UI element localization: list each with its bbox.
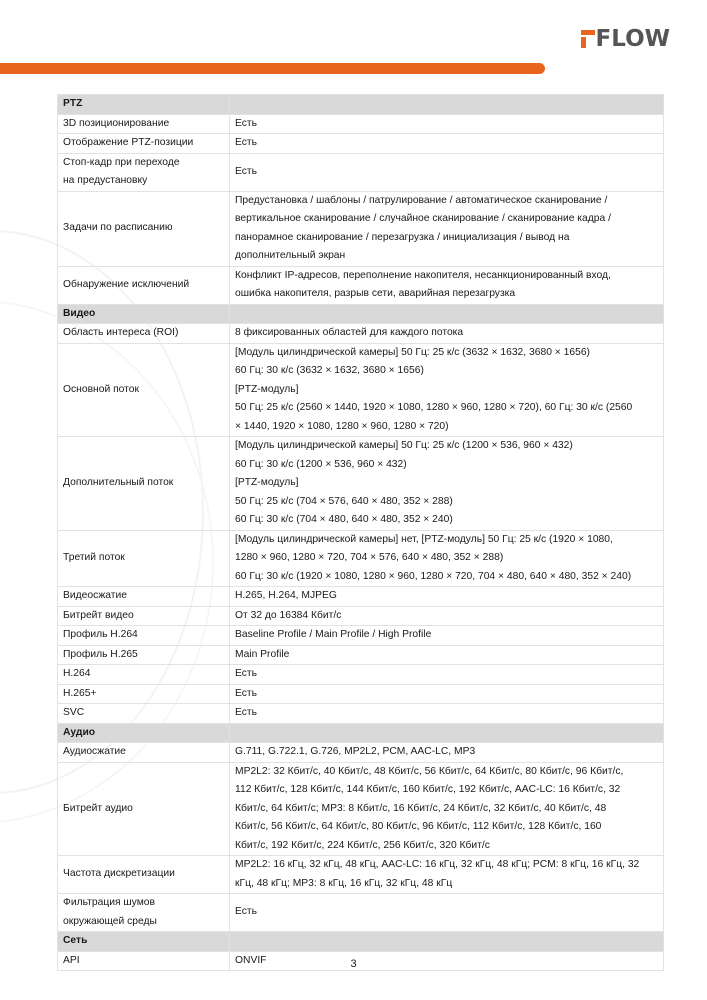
section-header-row [58,723,664,743]
spec-table [57,94,664,971]
spec-value-line: 50 Гц: 25 к/с (704 × 576, 640 × 480, 352 × 288) [235,495,453,507]
spec-label-line: Профиль H.264 [63,629,138,640]
spec-label-line: окружающей среды [63,915,157,927]
spec-value-line: 1280 × 960, 1280 × 720, 704 × 576, 640 × 480, 352 × 288) [235,552,504,563]
spec-label-line: Фильтрация шумов [63,897,155,908]
spec-value-line: 60 Гц: 30 к/с (1920 × 1080, 1280 × 960, 1280 × 720, 704 × 480, 640 × 480, 352 × 240) [235,570,632,582]
spec-value-line: ошибка накопителя, разрыв сети, аварийная перезагрузка [235,288,516,299]
spec-value-line: Конфликт IP-адресов, переполнение накопителя, несанкционированный вход, [235,269,611,281]
spec-value-line: кГц, 48 кГц; MP3: 8 кГц, 16 кГц, 32 кГц, 48 кГц [235,877,453,889]
spec-row [58,645,664,665]
spec-value-line: ONVIF [235,954,267,966]
spec-label [58,134,230,154]
spec-label-line: Стоп-кадр при переходе [63,156,180,168]
spec-value-line: 60 Гц: 30 к/с (704 × 480, 640 × 480, 352 × 240) [235,514,453,525]
spec-value [230,645,664,665]
spec-value [230,626,664,646]
spec-value-line: Есть [235,707,257,718]
spec-label [58,894,230,932]
spec-value-line: [PTZ-модуль] [235,383,299,395]
spec-label-line: Битрейт видео [63,609,134,621]
section-header-filler [230,304,664,324]
spec-row [58,704,664,724]
spec-value [230,894,664,932]
spec-value-line: [Модуль цилиндрической камеры] нет, [PTZ-модуль] 50 Гц: 25 к/с (1920 × 1080, [235,533,613,545]
spec-row [58,587,664,607]
spec-value [230,704,664,724]
spec-row [58,153,664,191]
spec-label-line: H.265+ [63,687,97,699]
spec-value-line: Есть [235,668,257,679]
spec-value [230,743,664,763]
spec-value [230,530,664,587]
spec-value-line: вертикальное сканирование / случайное сканирование / сканирование кадра / [235,213,611,224]
spec-label-line: Задачи по расписанию [63,222,173,234]
spec-label [58,665,230,685]
spec-value-line: От 32 до 16384 Кбит/с [235,609,342,621]
spec-row [58,856,664,894]
spec-value-line: [Модуль цилиндрической камеры] 50 Гц: 25 к/с (1200 × 536, 960 × 432) [235,440,573,451]
spec-value-line: G.711, G.722.1, G.726, MP2L2, PCM, AAC-LC, MP3 [235,746,476,757]
spec-label-line: Обнаружение исключений [63,278,190,290]
spec-value-line: [Модуль цилиндрической камеры] 50 Гц: 25 к/с (3632 × 1632, 3680 × 1656) [235,346,590,358]
spec-row [58,894,664,932]
spec-label-line: на предустановку [63,175,148,186]
spec-label [58,266,230,304]
spec-value [230,606,664,626]
spec-row [58,684,664,704]
spec-row [58,343,664,437]
spec-value-line: [PTZ-модуль] [235,477,299,488]
spec-value-line: MP2L2: 16 кГц, 32 кГц, 48 кГц, AAC-LC: 16 кГц, 32 кГц, 48 кГц; PCM: 8 кГц, 16 кГц, 32 [235,859,640,870]
spec-label [58,606,230,626]
spec-value-line: Есть [235,117,257,129]
section-title: PTZ [58,95,230,115]
spec-row [58,665,664,685]
spec-row [58,530,664,587]
spec-label [58,743,230,763]
spec-label [58,704,230,724]
section-title: Видео [58,304,230,324]
spec-value [230,437,664,531]
section-header-row [58,304,664,324]
spec-label-line: SVC [63,707,85,718]
spec-label [58,324,230,344]
spec-row [58,324,664,344]
spec-value-line: Предустановка / шаблоны / патрулирование / автоматическое сканирование / [235,194,608,206]
spec-row [58,606,664,626]
spec-value-line: Кбит/с, 64 Кбит/с; MP3: 8 Кбит/с, 16 Кбит/с, 24 Кбит/с, 32 Кбит/с, 40 Кбит/с, 48 [235,802,607,814]
spec-value [230,856,664,894]
spec-label [58,114,230,134]
spec-value [230,324,664,344]
spec-value [230,153,664,191]
section-header-filler [230,723,664,743]
spec-value-line: × 1440, 1920 × 1080, 1280 × 960, 1280 × 720) [235,420,449,432]
section-title: Сеть [58,932,230,952]
spec-label-line: 3D позиционирование [63,117,170,129]
section-header-filler [230,95,664,115]
spec-value-line: Есть [235,906,257,918]
spec-value-line: 50 Гц: 25 к/с (2560 × 1440, 1920 × 1080, 1280 × 960, 1280 × 720), 60 Гц: 30 к/с (2560 [235,402,633,413]
spec-label-line: Аудиосжатие [63,746,126,757]
spec-row [58,191,664,266]
spec-value-line: 112 Кбит/с, 128 Кбит/с, 144 Кбит/с, 160 Кбит/с, 192 Кбит/с, AAC-LC: 16 Кбит/с, 32 [235,784,621,795]
spec-label-line: Профиль H.265 [63,648,138,660]
spec-label [58,343,230,437]
spec-value-line: Есть [235,165,257,177]
section-header-row [58,932,664,952]
spec-value-line: H.265, H.264, MJPEG [235,590,337,601]
spec-row [58,134,664,154]
spec-row [58,626,664,646]
header-accent-bar [0,63,545,74]
spec-value-line: дополнительный экран [235,250,346,261]
spec-label [58,645,230,665]
spec-label [58,153,230,191]
spec-row [58,266,664,304]
spec-value-line: 8 фиксированных областей для каждого потока [235,327,464,338]
spec-row [58,437,664,531]
spec-label [58,530,230,587]
spec-value-line: панорамное сканирование / перезагрузка / инициализация / вывод на [235,231,570,243]
spec-value [230,266,664,304]
spec-value-line: Baseline Profile / Main Profile / High Profile [235,629,432,640]
logo-text: FLOW [595,25,670,52]
spec-label-line: Частота дискретизации [63,868,175,880]
spec-value [230,191,664,266]
spec-row [58,114,664,134]
section-header-row [58,95,664,115]
spec-value [230,114,664,134]
spec-value-line: Кбит/с, 192 Кбит/с, 224 Кбит/с, 256 Кбит/с, 320 Кбит/с [235,839,490,851]
brand-logo [581,26,670,52]
spec-value-line: MP2L2: 32 Кбит/с, 40 Кбит/с, 48 Кбит/с, 56 Кбит/с, 64 Кбит/с, 80 Кбит/с, 96 Кбит/с, [235,765,624,777]
spec-value-line: Есть [235,687,257,699]
spec-row [58,762,664,856]
spec-label [58,437,230,531]
spec-value [230,762,664,856]
spec-label-line: Третий поток [63,552,125,563]
spec-label-line: Видеосжатие [63,590,127,601]
spec-row [58,743,664,763]
spec-label [58,856,230,894]
spec-label-line: Битрейт аудио [63,802,133,814]
section-header-filler [230,932,664,952]
spec-label [58,762,230,856]
spec-label-line: Дополнительный поток [63,477,174,488]
spec-value [230,343,664,437]
spec-value [230,665,664,685]
spec-value [230,684,664,704]
spec-label-line: Основной поток [63,383,139,395]
spec-label [58,626,230,646]
spec-label [58,587,230,607]
logo-mark-icon [581,30,595,48]
spec-value-line: Кбит/с, 56 Кбит/с, 64 Кбит/с, 80 Кбит/с, 96 Кбит/с, 112 Кбит/с, 128 Кбит/с, 160 [235,821,602,832]
spec-value [230,134,664,154]
spec-value-line: 60 Гц: 30 к/с (3632 × 1632, 3680 × 1656) [235,365,424,376]
spec-label-line: H.264 [63,668,91,679]
section-title: Аудио [58,723,230,743]
spec-label [58,191,230,266]
page-number: 3 [350,958,357,970]
spec-value-line: Есть [235,137,257,148]
spec-value [230,587,664,607]
spec-label-line: API [63,954,80,966]
spec-value-line: Main Profile [235,648,290,660]
spec-label-line: Отображение PTZ-позиции [63,137,194,148]
spec-label-line: Область интереса (ROI) [63,327,179,338]
spec-label [58,684,230,704]
spec-value-line: 60 Гц: 30 к/с (1200 × 536, 960 × 432) [235,458,407,470]
